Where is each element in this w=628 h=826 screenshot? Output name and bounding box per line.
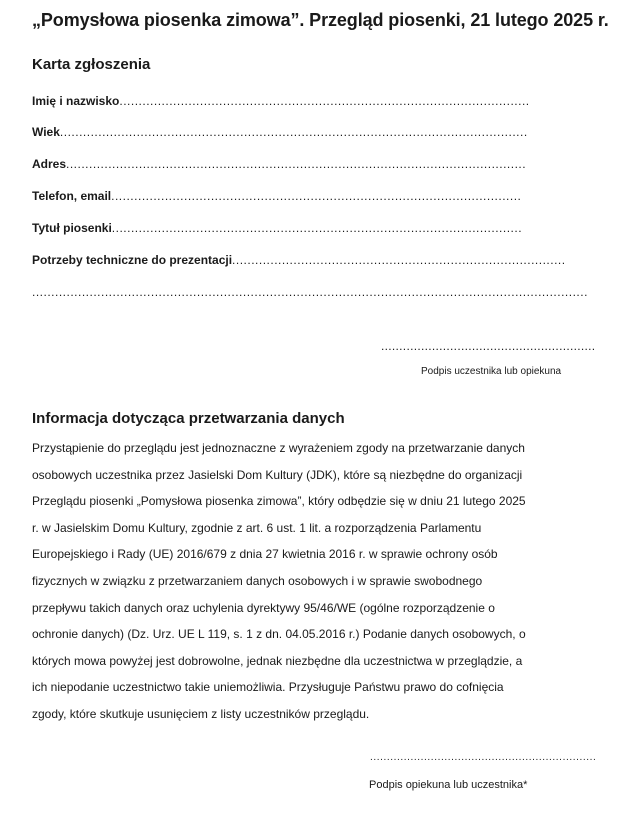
field-dots: ...........................................................................................................: [119, 94, 530, 108]
paragraph-line: r. w Jasielskim Domu Kultury, zgodnie z art. 6 ust. 1 lit. a rozporządzenia Parlamentu: [32, 520, 482, 535]
field-label: Telefon, email: [32, 189, 112, 203]
field-dots: .......................................................................................: [232, 253, 566, 267]
info-paragraph: [32, 435, 592, 728]
field-address[interactable]: [32, 157, 554, 171]
paragraph-line: zgody, które skutkuje usunięciem z listy uczestników przeglądu.: [32, 706, 370, 721]
info-heading: Informacja dotycząca przetwarzania danych: [32, 410, 345, 427]
participant-signature-label: Podpis uczestnika lub opiekuna: [421, 366, 562, 377]
field-dots: ..........................................................................................................................: [59, 125, 528, 139]
field-label: Imię i nazwisko: [32, 94, 120, 108]
field-phone-email[interactable]: [32, 189, 554, 203]
paragraph-line: Przeglądu piosenki „Pomysłowa piosenka zimowa”, który odbędzie się w dniu 21 lutego 2025: [32, 494, 526, 509]
paragraph-line: których mowa powyżej jest dobrowolne, jednak niezbędne dla uczestnictwa w przeglądzie, a: [32, 653, 523, 668]
document-title: „Pomysłowa piosenka zimowa”. Przegląd piosenki, 21 lutego 2025 r.: [32, 10, 609, 30]
paragraph-line: przepływu takich danych oraz uchylenia dyrektywy 95/46/WE (ogólne rozporządzenie o: [32, 600, 495, 615]
field-label: Adres: [32, 157, 67, 171]
field-technical-needs[interactable]: [32, 253, 566, 267]
field-dots: ........................................................................................................................: [66, 157, 527, 171]
paragraph-line: ich niepodanie uczestnictwo takie uniemożliwia. Przysługuje Państwu prawo do cofnięcia: [32, 680, 504, 695]
field-dots: ...........................................................................................................: [111, 221, 523, 235]
field-label: Wiek: [32, 125, 60, 139]
paragraph-line: Europejskiego i Rady (UE) 2016/679 z dnia 27 kwietnia 2016 r. w sprawie ochrony osób: [32, 547, 498, 562]
guardian-signature-label: Podpis opiekuna lub uczestnika*: [369, 779, 528, 791]
paragraph-line: ochronie danych) (Dz. Urz. UE L 119, s. 1 z dn. 04.05.2016 r.) Podanie danych osobowych, o: [32, 627, 526, 642]
form-heading: Karta zgłoszenia: [32, 56, 151, 73]
field-dots: ...........................................................................................................: [111, 189, 522, 203]
paragraph-line: fizycznych w związku z przetwarzaniem danych osobowych i w sprawie swobodnego: [32, 573, 483, 588]
participant-signature-line[interactable]: ...........................................................: [381, 339, 596, 353]
paragraph-line: osobowych uczestnika przez Jasielski Dom Kultury (JDK), które są niezbędne do organizacji: [32, 467, 523, 482]
guardian-signature-line[interactable]: ...................................................................: [370, 752, 597, 763]
field-label: Potrzeby techniczne do prezentacji: [32, 253, 233, 267]
field-label: Tytuł piosenki: [32, 221, 112, 235]
field-extra-line[interactable]: [32, 285, 588, 299]
field-song-title[interactable]: [32, 221, 554, 235]
field-dots: .................................................................................................................................................: [32, 285, 588, 299]
field-age[interactable]: [32, 125, 554, 139]
paragraph-line: Przystąpienie do przeglądu jest jednoznaczne z wyrażeniem zgody na przetwarzanie danych: [32, 441, 525, 455]
field-name[interactable]: [32, 94, 554, 108]
